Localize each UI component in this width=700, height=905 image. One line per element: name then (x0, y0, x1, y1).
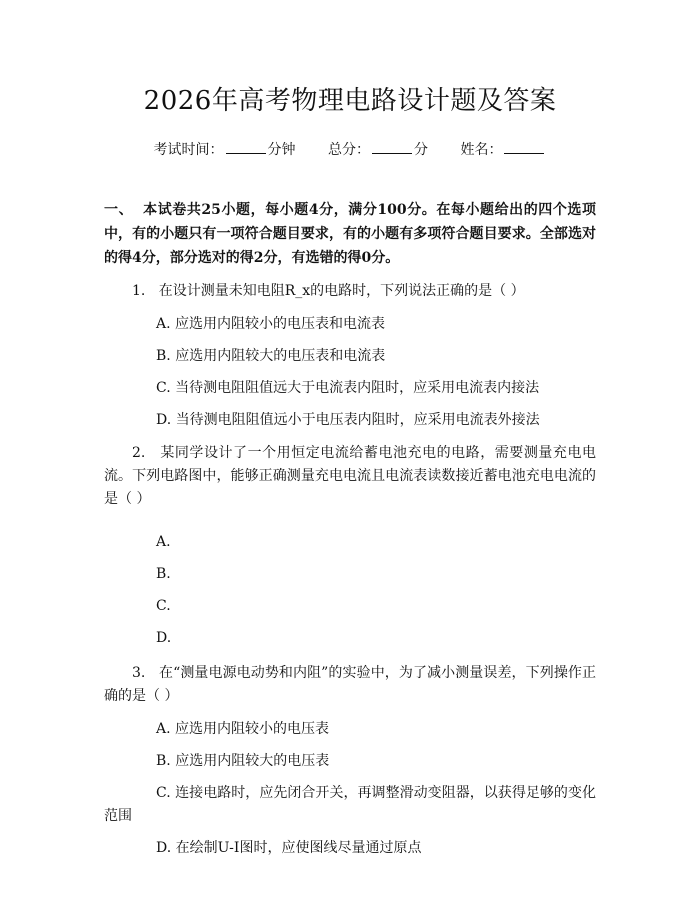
question-3-option-b[interactable]: B. 应选用内阻较大的电压表 (156, 753, 330, 769)
question-text: 在设计测量未知电阻R_x的电路时，下列说法正确的是（ ） (158, 283, 525, 299)
question-3-option-a[interactable]: A. 应选用内阻较小的电压表 (156, 721, 330, 737)
total-score-unit: 分 (414, 142, 428, 158)
student-name-label: 姓名： (460, 142, 503, 158)
question-2-option-c[interactable]: C. (156, 598, 171, 614)
total-score-label: 总分： (328, 142, 370, 158)
total-score-group (328, 140, 428, 160)
question-text: 在“测量电源电动势和内阻”的实验中，为了减小测量误差，下列操作正确的是（ ） (104, 665, 596, 704)
exam-time-blank[interactable] (226, 141, 266, 154)
question-1-option-b[interactable]: B. 应选用内阻较大的电压表和电流表 (156, 348, 386, 364)
section-instructions (104, 198, 596, 270)
question-3-stem (104, 662, 596, 708)
section-instructions-text: 本试卷共25小题，每小题4分，满分100分。在每小题给出的四个选项中，有的小题只有一项符合题目要求，有的小题有多项符合题目要求。全部选对的得4分，部分选对的得2分，有选错的得0分。 (104, 202, 597, 266)
page-title: 2026年高考物理电路设计题及答案 (143, 86, 557, 116)
question-number: 2. (132, 445, 146, 461)
question-1-option-c[interactable]: C. 当待测电阻阻值远大于电流表内阻时，应采用电流表内接法 (156, 380, 540, 396)
student-name-group (460, 140, 546, 160)
question-2-stem (104, 442, 596, 511)
question-1-option-d[interactable]: D. 当待测电阻阻值远小于电压表内阻时，应采用电流表外接法 (156, 412, 540, 428)
section-number: 一、 (104, 202, 134, 218)
question-2-option-b[interactable]: B. (156, 566, 171, 582)
question-1-stem (104, 280, 596, 303)
question-1-option-a[interactable]: A. 应选用内阻较小的电压表和电流表 (156, 316, 386, 332)
exam-meta (104, 140, 596, 160)
exam-time-label: 考试时间： (153, 142, 224, 158)
question-text: 某同学设计了一个用恒定电流给蓄电池充电的电路，需要测量充电电流。下列电路图中，能够正确测量充电电流且电流表读数接近蓄电池充电电流的是（ ） (104, 445, 597, 507)
question-number: 1. (132, 283, 146, 299)
student-name-blank[interactable] (504, 141, 544, 154)
total-score-blank[interactable] (372, 141, 412, 154)
question-3-option-c[interactable]: C. 连接电路时，应先闭合开关，再调整滑动变阻器，以获得足够的变化范围 (104, 785, 596, 824)
exam-time-group (154, 140, 296, 160)
question-number: 3. (132, 665, 146, 681)
question-2-option-a[interactable]: A. (156, 534, 171, 550)
exam-time-unit: 分钟 (267, 142, 296, 158)
question-2-option-d[interactable]: D. (156, 630, 172, 646)
question-3-option-d[interactable]: D. 在绘制U-I图时，应使图线尽量通过原点 (156, 840, 422, 856)
